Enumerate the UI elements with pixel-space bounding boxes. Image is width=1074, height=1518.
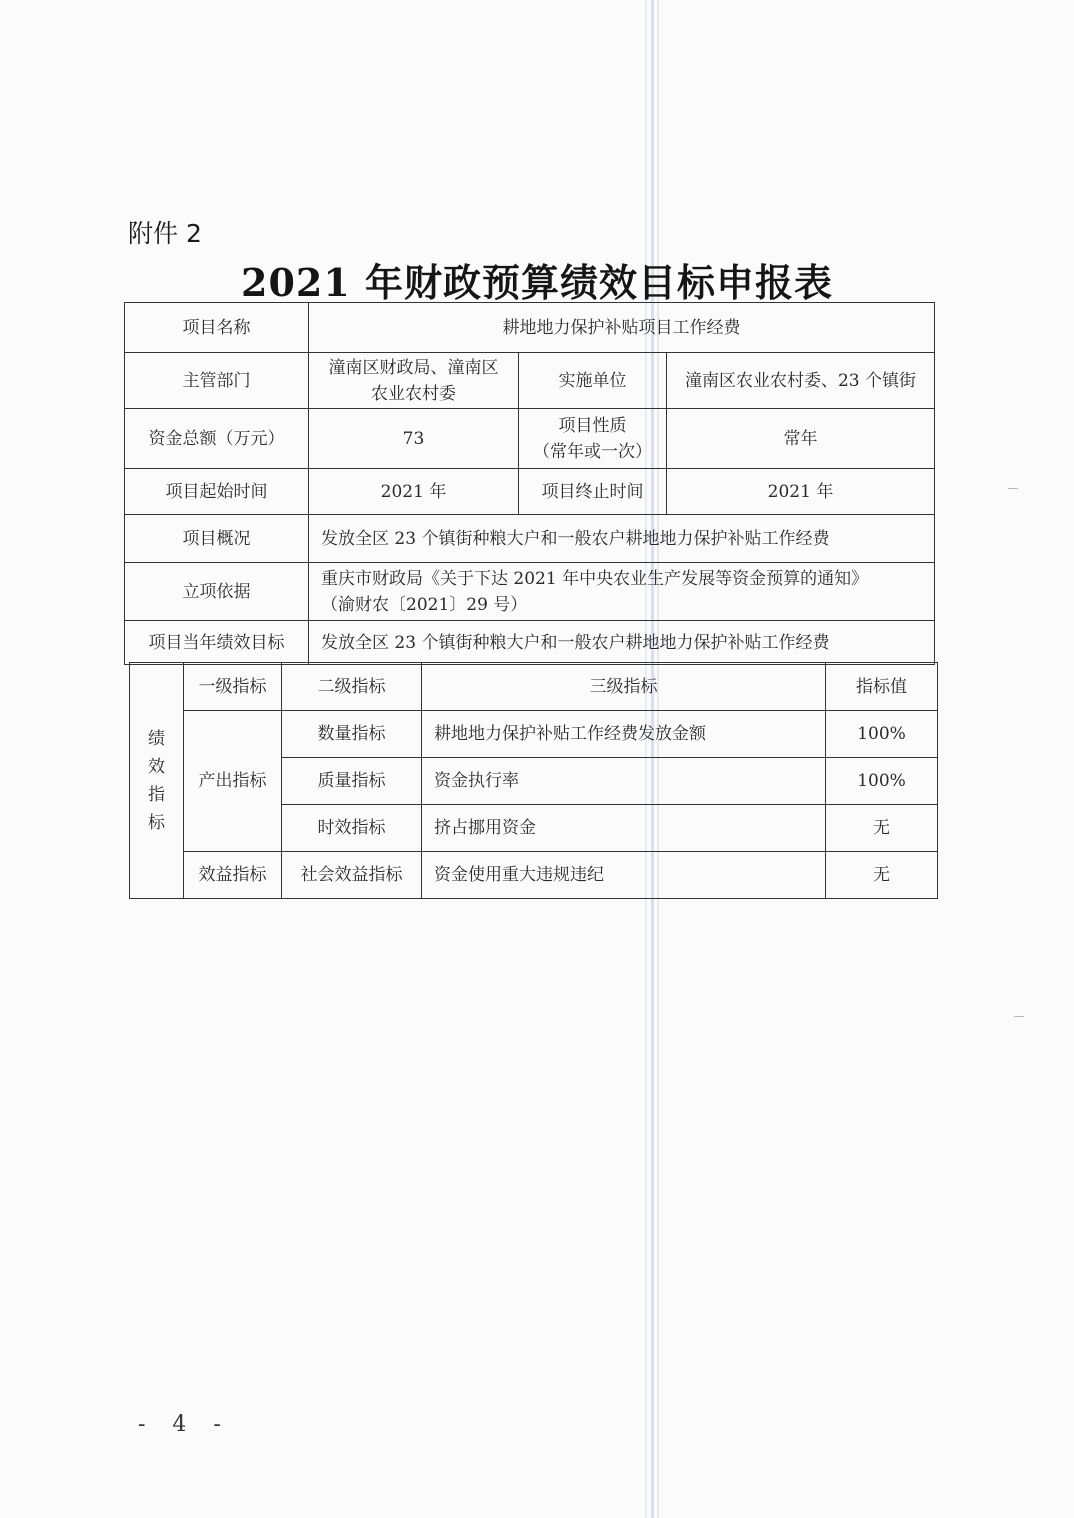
end-value: 2021 年 xyxy=(667,469,935,515)
header-level3: 三级指标 xyxy=(422,663,826,711)
level3-cell: 耕地地力保护补贴工作经费发放金额 xyxy=(422,711,826,758)
level3-cell: 挤占挪用资金 xyxy=(422,805,826,852)
table-row xyxy=(125,409,935,469)
side-char: 标 xyxy=(148,812,165,833)
table-row xyxy=(125,621,935,665)
basis-line: （渝财农〔2021〕29 号） xyxy=(321,594,528,615)
benefit-indicator-label: 效益指标 xyxy=(184,852,282,899)
level2-cell: 数量指标 xyxy=(282,711,422,758)
project-info-table xyxy=(124,302,935,665)
start-value: 2021 年 xyxy=(309,469,519,515)
page-number: - 4 - xyxy=(138,1412,231,1437)
funds-label: 资金总额（万元） xyxy=(125,409,309,469)
goal-value: 发放全区 23 个镇街种粮大户和一般农户耕地地力保护补贴工作经费 xyxy=(309,621,935,665)
side-char: 绩 xyxy=(148,728,165,749)
header-level2: 二级指标 xyxy=(282,663,422,711)
output-indicator-label: 产出指标 xyxy=(184,711,282,852)
nature-label-line: （常年或一次） xyxy=(533,441,652,462)
table-row xyxy=(125,353,935,409)
table-row xyxy=(125,303,935,353)
table-row xyxy=(130,711,938,758)
level2-cell: 时效指标 xyxy=(282,805,422,852)
impl-unit-value: 潼南区农业农村委、23 个镇街 xyxy=(667,353,935,409)
value-cell: 无 xyxy=(826,852,938,899)
table-row xyxy=(125,563,935,621)
nature-label-line: 项目性质 xyxy=(558,415,627,436)
overview-value: 发放全区 23 个镇街种粮大户和一般农户耕地地力保护补贴工作经费 xyxy=(309,515,935,563)
side-char: 指 xyxy=(148,784,165,805)
header-level1: 一级指标 xyxy=(184,663,282,711)
goal-label: 项目当年绩效目标 xyxy=(125,621,309,665)
nature-value: 常年 xyxy=(667,409,935,469)
table-row xyxy=(130,663,938,711)
scan-speck xyxy=(1014,1016,1024,1017)
funds-value: 73 xyxy=(309,409,519,469)
project-name-label: 项目名称 xyxy=(125,303,309,353)
dept-line: 农业农村委 xyxy=(371,383,456,404)
level2-cell: 质量指标 xyxy=(282,758,422,805)
level3-cell: 资金使用重大违规违纪 xyxy=(422,852,826,899)
level2-cell: 社会效益指标 xyxy=(282,852,422,899)
project-name-value: 耕地地力保护补贴项目工作经费 xyxy=(309,303,935,353)
indicators-side-label xyxy=(130,663,184,899)
value-cell: 无 xyxy=(826,805,938,852)
value-cell: 100% xyxy=(826,758,938,805)
dept-line: 潼南区财政局、潼南区 xyxy=(328,357,499,378)
value-cell: 100% xyxy=(826,711,938,758)
overview-label: 项目概况 xyxy=(125,515,309,563)
dept-value xyxy=(309,353,519,409)
table-row xyxy=(125,469,935,515)
scan-speck xyxy=(1008,488,1018,489)
side-char: 效 xyxy=(148,756,165,777)
level3-cell: 资金执行率 xyxy=(422,758,826,805)
end-label: 项目终止时间 xyxy=(519,469,667,515)
nature-label xyxy=(519,409,667,469)
basis-value xyxy=(309,563,935,621)
start-label: 项目起始时间 xyxy=(125,469,309,515)
table-row xyxy=(130,852,938,899)
impl-unit-label: 实施单位 xyxy=(519,353,667,409)
page-title: 2021 年财政预算绩效目标申报表 xyxy=(241,260,833,305)
header-value: 指标值 xyxy=(826,663,938,711)
dept-label: 主管部门 xyxy=(125,353,309,409)
table-row xyxy=(125,515,935,563)
indicators-table xyxy=(129,662,938,899)
basis-line: 重庆市财政局《关于下达 2021 年中央农业生产发展等资金预算的通知》 xyxy=(321,568,869,589)
basis-label: 立项依据 xyxy=(125,563,309,621)
attachment-label: 附件 2 xyxy=(128,219,202,248)
